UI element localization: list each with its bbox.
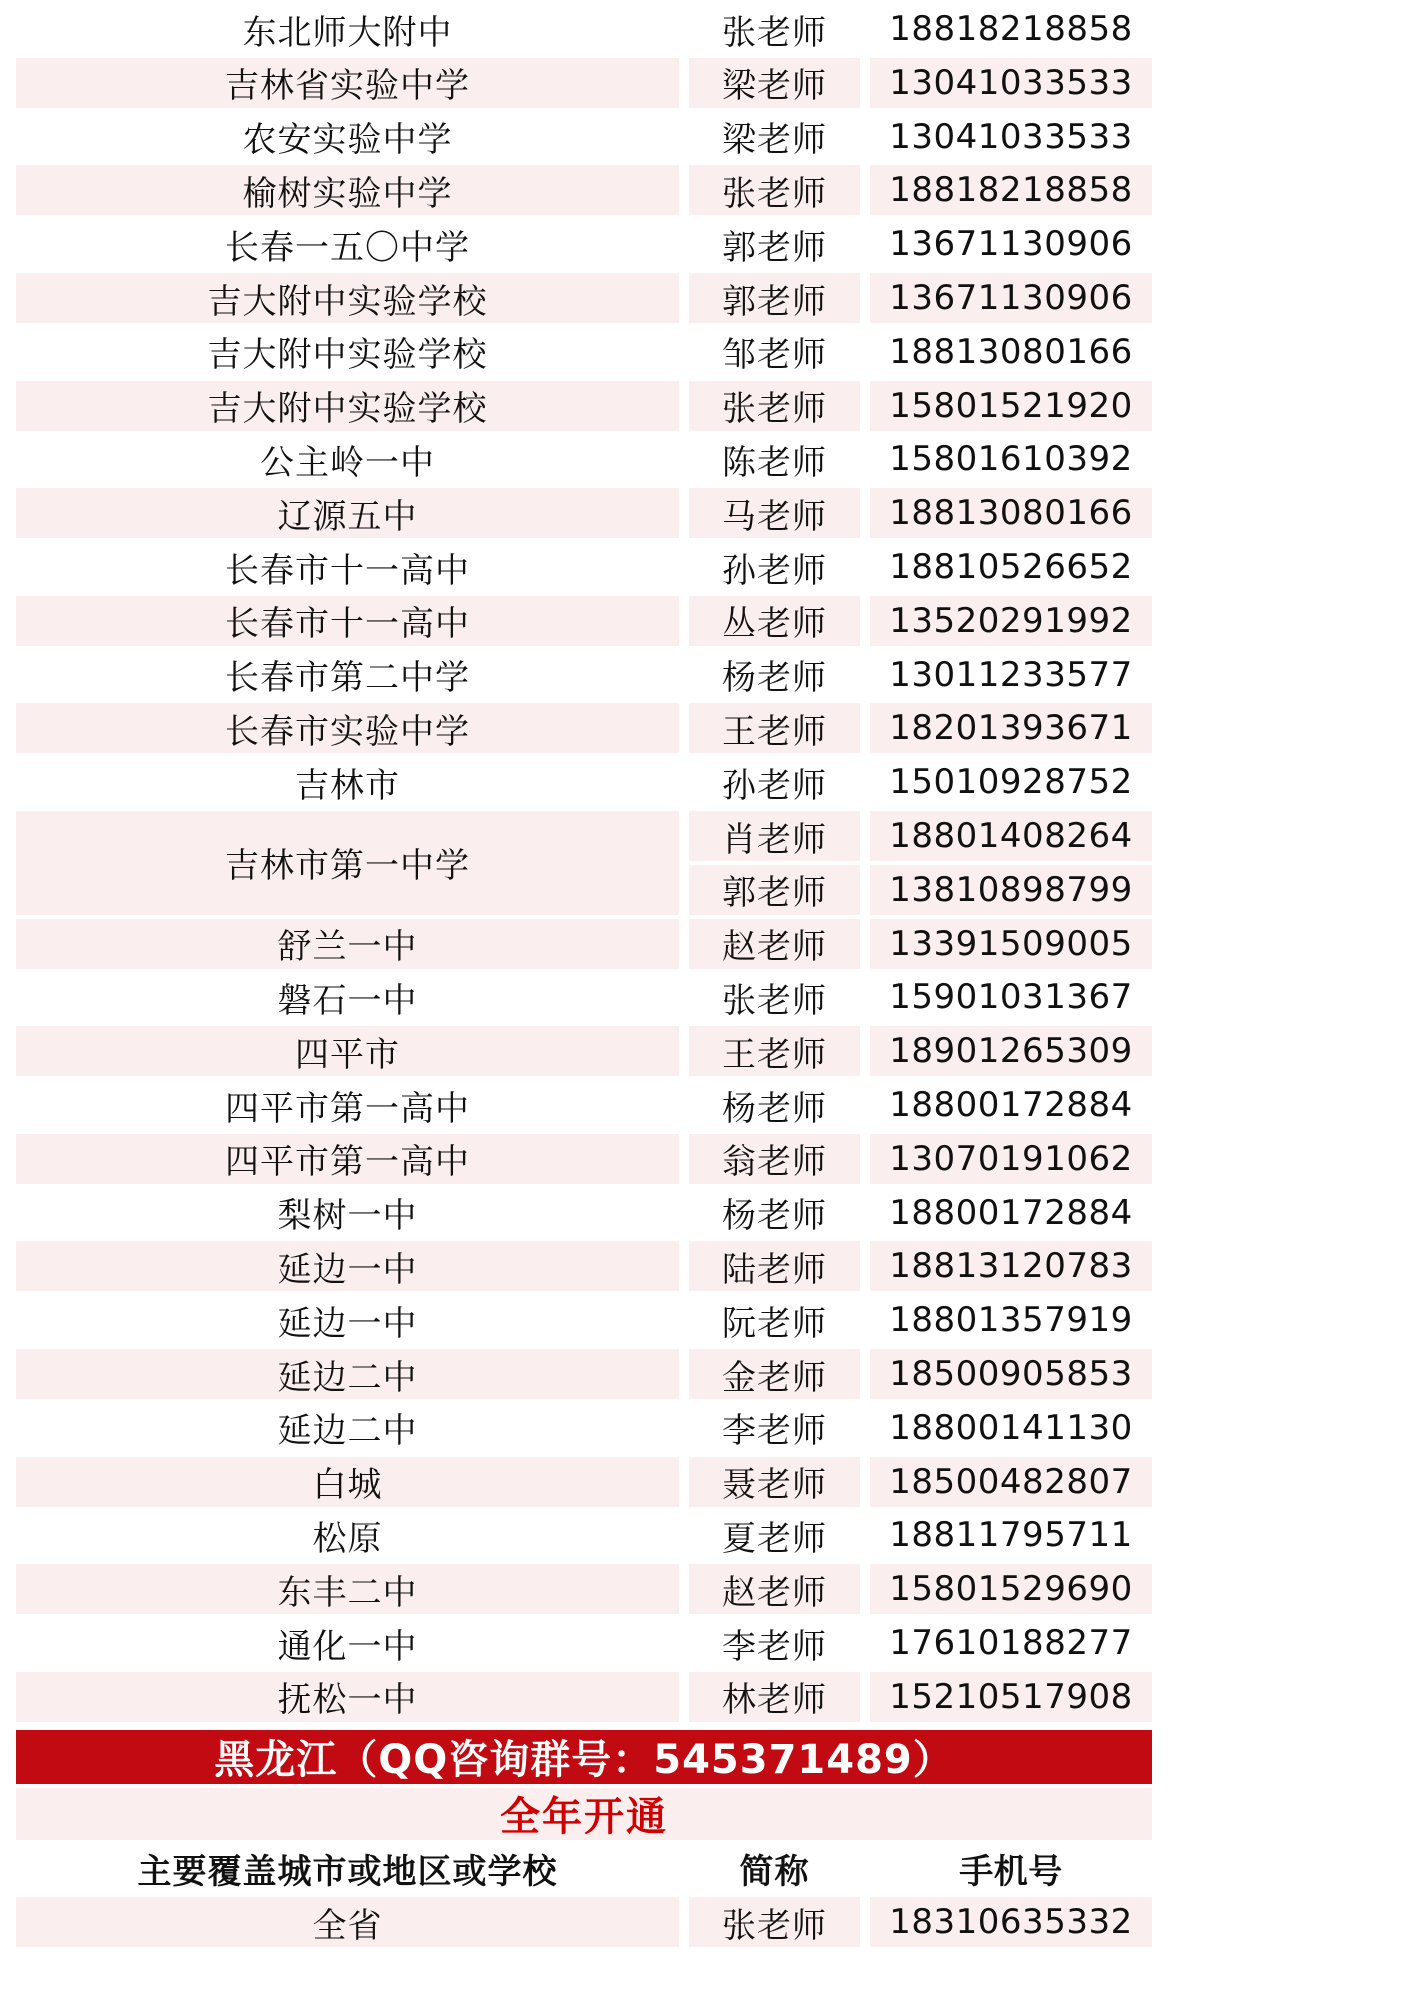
table-row xyxy=(16,596,1152,646)
phone-cell: 18818218858 xyxy=(889,9,1133,49)
teacher-cell: 王老师 xyxy=(689,1026,860,1076)
table-row xyxy=(16,327,1152,377)
phone-cell: 18810526652 xyxy=(889,547,1133,587)
school-cell: 吉大附中实验学校 xyxy=(16,381,679,431)
phone-cell: 18500482807 xyxy=(870,1457,1152,1507)
table-row xyxy=(16,1672,1152,1722)
teacher-cell: 邹老师 xyxy=(722,335,827,376)
teacher-cell: 赵老师 xyxy=(689,919,860,969)
school-cell: 磐石一中 xyxy=(277,980,418,1021)
table-row xyxy=(16,1241,1152,1291)
teacher-cell: 杨老师 xyxy=(722,1196,827,1237)
phone-cell: 13041033533 xyxy=(889,116,1133,157)
school-cell: 吉林省实验中学 xyxy=(16,58,679,108)
school-cell: 抚松一中 xyxy=(16,1672,679,1722)
school-cell: 延边二中 xyxy=(277,1411,418,1452)
teacher-cell: 肖老师 xyxy=(689,811,860,861)
phone-cell: 18901265309 xyxy=(870,1026,1152,1076)
school-cell: 四平市 xyxy=(16,1026,679,1076)
teacher-cell: 杨老师 xyxy=(722,658,827,699)
school-cell: 公主岭一中 xyxy=(260,442,435,483)
teacher-cell: 翁老师 xyxy=(689,1134,860,1184)
table-row xyxy=(16,381,1152,431)
phone-cell: 18813080166 xyxy=(889,331,1133,372)
teacher-cell: 王老师 xyxy=(689,703,860,753)
phone-cell: 13391509005 xyxy=(870,919,1152,969)
teacher-cell: 孙老师 xyxy=(722,765,827,806)
teacher-cell: 张老师 xyxy=(689,1897,860,1947)
region-subtitle: 全年开通 xyxy=(16,1788,1152,1840)
school-cell: 榆树实验中学 xyxy=(16,165,679,215)
phone-cell: 18813120783 xyxy=(870,1241,1152,1291)
phone-cell: 13070191062 xyxy=(870,1134,1152,1184)
teacher-cell: 陆老师 xyxy=(689,1241,860,1291)
phone-cell: 18800172884 xyxy=(889,1192,1133,1233)
table-row xyxy=(16,1188,1152,1238)
phone-cell: 18800141130 xyxy=(889,1407,1133,1448)
phone-cell: 13671130906 xyxy=(870,273,1152,323)
table-row xyxy=(16,58,1152,108)
table-row xyxy=(16,1564,1152,1614)
teacher-cell: 张老师 xyxy=(722,12,827,53)
phone-cell: 13041033533 xyxy=(870,58,1152,108)
phone-cell: 13810898799 xyxy=(870,865,1152,915)
school-cell: 长春市实验中学 xyxy=(16,703,679,753)
table-row xyxy=(16,757,1152,807)
phone-cell: 17610188277 xyxy=(889,1623,1133,1663)
teacher-cell: 赵老师 xyxy=(689,1564,860,1614)
teacher-cell: 张老师 xyxy=(689,165,860,215)
teacher-cell: 梁老师 xyxy=(689,58,860,108)
phone-cell: 15010928752 xyxy=(889,762,1133,803)
teacher-cell: 郭老师 xyxy=(689,273,860,323)
phone-cell: 18201393671 xyxy=(870,703,1152,753)
school-cell: 延边二中 xyxy=(16,1349,679,1399)
table-row xyxy=(16,1349,1152,1399)
school-cell: 全省 xyxy=(16,1897,679,1947)
table-row xyxy=(16,919,1152,969)
phone-cell: 18818218858 xyxy=(870,165,1152,215)
school-cell: 吉大附中实验学校 xyxy=(207,335,488,376)
table-row xyxy=(16,1026,1152,1076)
table-row xyxy=(16,1457,1152,1507)
phone-cell: 18813080166 xyxy=(870,488,1152,538)
school-cell: 长春一五〇中学 xyxy=(225,227,470,268)
phone-cell: 18801357919 xyxy=(889,1300,1133,1341)
school-cell: 长春市第二中学 xyxy=(225,658,470,699)
table-row xyxy=(16,488,1152,538)
table-row xyxy=(16,1134,1152,1184)
school-cell: 长春市十一高中 xyxy=(16,596,679,646)
school-cell: 辽源五中 xyxy=(16,488,679,538)
phone-cell: 15801521920 xyxy=(870,381,1152,431)
teacher-cell: 聂老师 xyxy=(689,1457,860,1507)
school-cell: 梨树一中 xyxy=(277,1196,418,1237)
teacher-cell: 林老师 xyxy=(689,1672,860,1722)
phone-cell: 13011233577 xyxy=(889,654,1133,695)
school-cell: 四平市第一高中 xyxy=(16,1134,679,1184)
school-cell: 东丰二中 xyxy=(16,1564,679,1614)
teacher-cell: 张老师 xyxy=(689,381,860,431)
school-cell: 农安实验中学 xyxy=(242,120,453,161)
school-cell: 延边一中 xyxy=(277,1303,418,1344)
phone-cell: 18800172884 xyxy=(889,1085,1133,1125)
table-row xyxy=(16,1403,1152,1453)
teacher-cell: 郭老师 xyxy=(722,227,827,268)
table-row xyxy=(16,703,1152,753)
phone-cell: 15901031367 xyxy=(889,977,1133,1018)
school-cell: 延边一中 xyxy=(16,1241,679,1291)
school-cell: 吉大附中实验学校 xyxy=(16,273,679,323)
header-phone: 手机号 xyxy=(959,1852,1063,1893)
table-row xyxy=(16,219,1152,269)
phone-cell: 18801408264 xyxy=(870,811,1152,861)
school-cell: 舒兰一中 xyxy=(16,919,679,969)
teacher-cell: 李老师 xyxy=(722,1411,827,1452)
table-row xyxy=(16,1080,1152,1130)
school-cell: 松原 xyxy=(312,1518,383,1559)
teacher-cell: 陈老师 xyxy=(722,442,827,483)
school-cell: 通化一中 xyxy=(277,1626,418,1667)
teacher-cell: 梁老师 xyxy=(722,120,827,161)
school-cell: 长春市十一高中 xyxy=(225,550,470,591)
school-cell: 东北师大附中 xyxy=(242,12,453,53)
school-cell: 吉林市 xyxy=(295,765,400,806)
teacher-cell: 杨老师 xyxy=(722,1088,827,1129)
table-row xyxy=(16,434,1152,484)
region-banner: 黑龙江（QQ咨询群号：545371489） xyxy=(16,1730,1152,1784)
phone-cell: 15801610392 xyxy=(889,439,1133,480)
phone-cell: 18310635332 xyxy=(870,1897,1152,1947)
school-cell: 四平市第一高中 xyxy=(225,1088,470,1129)
teacher-cell: 郭老师 xyxy=(689,865,860,915)
teacher-cell: 阮老师 xyxy=(722,1303,827,1344)
phone-cell: 15801529690 xyxy=(870,1564,1152,1614)
teacher-cell: 丛老师 xyxy=(689,596,860,646)
teacher-cell: 李老师 xyxy=(722,1626,827,1667)
merged-school-cell: 吉林市第一中学 xyxy=(16,811,679,915)
table-row xyxy=(16,542,1152,592)
teacher-cell: 夏老师 xyxy=(722,1518,827,1559)
table-row xyxy=(16,1510,1152,1560)
table-row xyxy=(16,1897,1152,1947)
table-header-row xyxy=(16,1844,1152,1894)
table-row xyxy=(16,650,1152,700)
table-row xyxy=(16,273,1152,323)
table-row xyxy=(16,4,1152,54)
teacher-cell: 张老师 xyxy=(722,980,827,1021)
phone-cell: 13520291992 xyxy=(870,596,1152,646)
phone-cell: 15210517908 xyxy=(870,1672,1152,1722)
phone-cell: 13671130906 xyxy=(889,224,1133,265)
table-row xyxy=(16,1618,1152,1668)
table-row xyxy=(16,112,1152,162)
teacher-cell: 马老师 xyxy=(689,488,860,538)
table-row xyxy=(16,972,1152,1022)
table-row xyxy=(16,165,1152,215)
teacher-cell: 金老师 xyxy=(689,1349,860,1399)
header-teacher: 简称 xyxy=(739,1852,810,1893)
teacher-cell: 孙老师 xyxy=(722,550,827,591)
phone-cell: 18811795711 xyxy=(889,1515,1133,1556)
school-cell: 白城 xyxy=(16,1457,679,1507)
table-row xyxy=(16,1295,1152,1345)
phone-cell: 18500905853 xyxy=(870,1349,1152,1399)
header-school: 主要覆盖城市或地区或学校 xyxy=(137,1852,558,1893)
